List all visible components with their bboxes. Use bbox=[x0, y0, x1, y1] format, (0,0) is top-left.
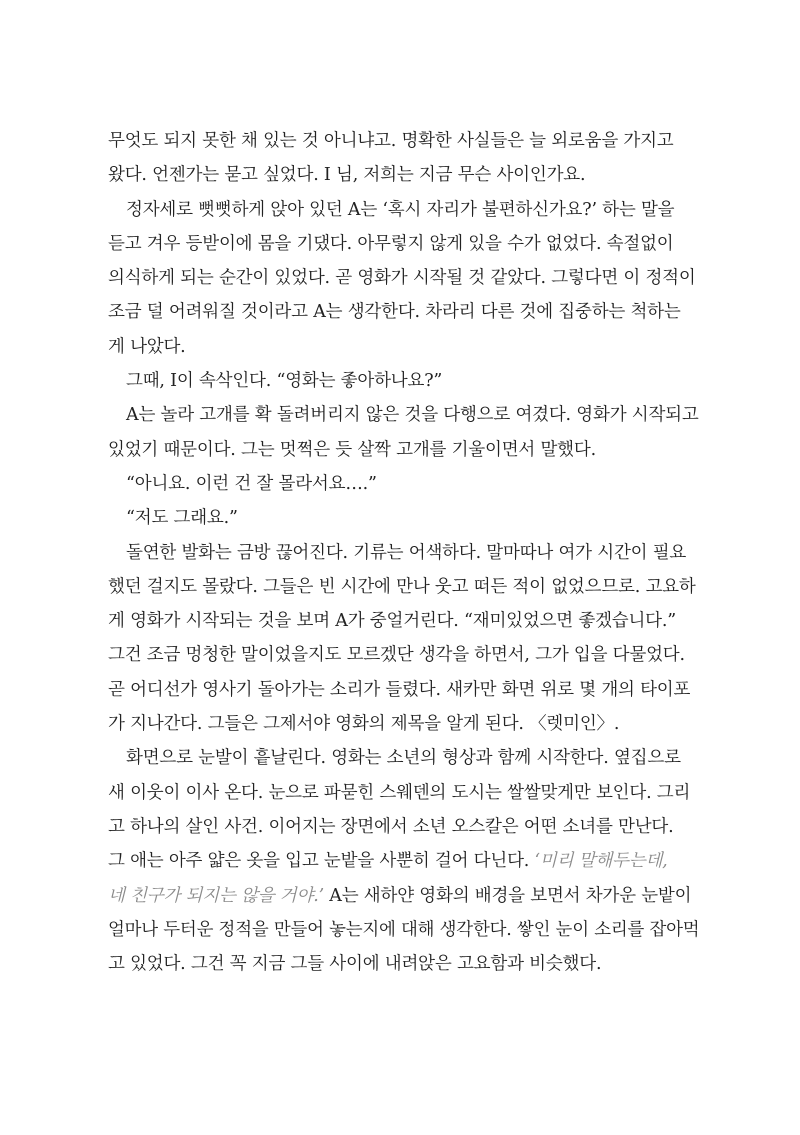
text-line: 그때, I이 속삭인다. “영화는 좋아하나요?” bbox=[126, 371, 443, 392]
text-line: 새 이웃이 이사 온다. 눈으로 파묻힌 스웨덴의 도시는 쌀쌀맞게만 보인다. 그리 bbox=[108, 782, 691, 803]
text-line: 의식하게 되는 순간이 있었다. 곧 영화가 시작될 것 같았다. 그렇다면 이 정적이 bbox=[108, 268, 696, 289]
text-line: 돌연한 발화는 금방 끊어진다. 기류는 어색하다. 말마따나 여가 시간이 필요 bbox=[126, 542, 687, 563]
text-line: 게 영화가 시작되는 것을 보며 A가 중얼거린다. “재미있었으면 좋겠습니다.” bbox=[108, 611, 677, 632]
text-line: 조금 덜 어려워질 것이라고 A는 생각한다. 차라리 다른 것에 집중하는 척하는 bbox=[108, 302, 681, 323]
text-line: 정자세로 뻣뻣하게 앉아 있던 A는 ‘혹시 자리가 불편하신가요?’ 하는 말을 bbox=[126, 199, 675, 220]
film-quote: ‘미리 말해두는데, bbox=[534, 851, 668, 872]
text-line: 있었기 때문이다. 그는 멋쩍은 듯 살짝 고개를 기울이면서 말했다. bbox=[108, 439, 596, 460]
text-line: 화면으로 눈발이 흩날린다. 영화는 소년의 형상과 함께 시작한다. 옆집으로 bbox=[126, 748, 681, 769]
text-line: 그건 조금 멍청한 말이었을지도 모르겠단 생각을 하면서, 그가 입을 다물었다. bbox=[108, 645, 685, 666]
text-line: 왔다. 언젠가는 묻고 싶었다. I 님, 저희는 지금 무슨 사이인가요. bbox=[108, 165, 586, 186]
text-line: 고 있었다. 그건 꼭 지금 그들 사이에 내려앉은 고요함과 비슷했다. bbox=[108, 954, 602, 975]
text-line: “아니요. 이런 건 잘 몰라서요….” bbox=[126, 473, 377, 494]
text-line: 했던 걸지도 몰랐다. 그들은 빈 시간에 만나 웃고 떠든 적이 없었으므로. 고요하 bbox=[108, 576, 696, 597]
text-line: 고 하나의 살인 사건. 이어지는 장면에서 소년 오스칼은 어떤 소녀를 만난다. bbox=[108, 816, 674, 837]
text-line bbox=[108, 879, 700, 913]
text-line: A는 놀라 고개를 확 돌려버리지 않은 것을 다행으로 여겼다. 영화가 시작되고 bbox=[126, 405, 699, 426]
text-line: 곧 어디선가 영사기 돌아가는 소리가 들렸다. 새카만 화면 위로 몇 개의 타이포 bbox=[108, 679, 691, 700]
text-line: 가 지나간다. 그들은 그제서야 영화의 제목을 알게 된다. 〈렛미인〉. bbox=[108, 714, 620, 735]
text-line: 얼마나 두터운 정적을 만들어 놓는지에 대해 생각한다. 쌓인 눈이 소리를 잡아먹 bbox=[108, 919, 700, 940]
text-line: 듣고 겨우 등받이에 몸을 기댔다. 아무렇지 않게 있을 수가 없었다. 속절없이 bbox=[108, 233, 674, 254]
text-line: 무엇도 되지 못한 채 있는 것 아니냐고. 명확한 사실들은 늘 외로움을 가지고 bbox=[108, 131, 674, 151]
text-segment: A는 새하얀 영화의 배경을 보면서 차가운 눈밭이 bbox=[323, 885, 692, 906]
text-segment: 그 애는 아주 얇은 옷을 입고 눈밭을 사뿐히 걸어 다닌다. bbox=[108, 851, 535, 872]
text-line: 게 나았다. bbox=[108, 336, 186, 357]
story-text-body bbox=[108, 124, 700, 981]
text-line: “저도 그래요.” bbox=[126, 508, 238, 529]
text-line bbox=[108, 844, 700, 878]
film-quote: 네 친구가 되지는 않을 거야.’ bbox=[108, 885, 324, 906]
